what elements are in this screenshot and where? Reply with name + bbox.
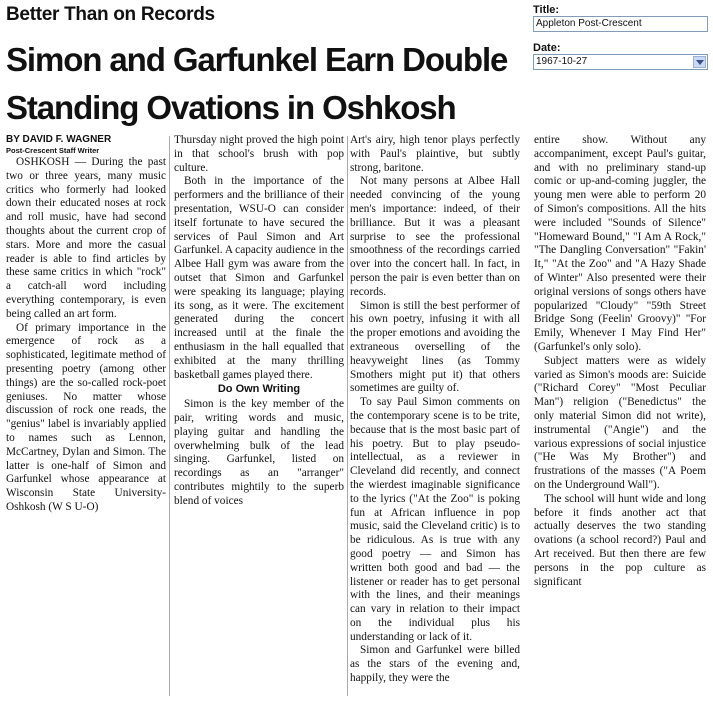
paragraph: Simon and Garfunkel were billed as the stars of the evening and, happily, they were the xyxy=(350,644,520,685)
date-label: Date: xyxy=(533,42,561,54)
date-select[interactable] xyxy=(533,54,708,70)
paragraph: Of primary importance in the emergence of rock as a sophisticated, legitimate method of presenting poetry (among other things) are the so-called rock-poet geniuses. No matter whose discussion of rock one reads, the "genius" label is invariably applied to names such as Lennon, McCartney, Dylan and Simon. The latter is one-half of Simon and Garfunkel whose appearance at Wisconsin State University-Oshkosh (W S U-O) xyxy=(6,321,166,513)
chevron-down-icon[interactable] xyxy=(693,56,706,68)
paragraph: OSHKOSH — During the past two or three years, many music critics who formerly had looked down their educated noses at rock and roll music, have had second thoughts about the current crop of stars. More and more the casual reader is able to find articles by these same critics in which "rock" a catch-all word including everything contemporary, is even being called an art form. xyxy=(6,156,166,320)
paragraph: Both in the importance of the performers and the brilliance of their presentation, WSU-O can consider itself fortunate to have secured the services of Paul Simon and Art Garfunkel. A capacity audience in the Albee Hall gym was aware from the outset that Simon and Garfunkel were speaking its language; playing its song, as it were. The excitement generated during the concert increased until at the finale the enthusiasm in the hall equalled that exhibited at the many thrilling basketball games played there. xyxy=(174,175,345,381)
title-label: Title: xyxy=(533,4,560,16)
article-column-2 xyxy=(174,134,344,509)
main-headline xyxy=(6,36,521,132)
headline-line-2: Standing Ovations in Oshkosh xyxy=(6,89,456,126)
kicker-headline: Better Than on Records xyxy=(6,4,215,25)
paragraph: Simon is still the best performer of his own poetry, infusing it with all the proper emotions and avoiding the extraneous overselling of the heavyweight lines (as Tommy Smothers might put it) that others sometimes are guilty of. xyxy=(350,299,520,395)
byline: BY DAVID F. WAGNER xyxy=(6,134,112,145)
article-column-1 xyxy=(6,134,166,515)
paragraph: Simon is the key member of the pair, writing words and music, playing guitar and handling the overwhelming bulk of the lead singing. Garfunkel, listed on recordings as an "arranger" contributes mightily to the superb blend of voices xyxy=(174,398,344,507)
paragraph: Thursday night proved the high point in that school's brush with pop culture. xyxy=(174,134,344,174)
column-divider xyxy=(347,136,348,696)
article-column-4 xyxy=(534,134,706,589)
date-select-value: 1967-10-27 xyxy=(536,56,588,67)
paragraph: To say Paul Simon comments on the contemporary scene is to be trite, because that is the most basic part of his poetry. But to play pseudo-intellectual, as a reviewer in Cleveland did recently, and connect the wierdest imaginable significance to the lyrics ("At the Zoo" is poking fun at African influence in pop music, said the Cleveland critic) is to be ridiculous. As is true with any good poetry — and Simon has written both good and bad — the listener or reader has to get personal with the lines, and their meanings can vary in relation to their impact on the individual plus his understanding or lack of it. xyxy=(350,396,520,643)
article-column-3 xyxy=(350,134,520,686)
paragraph: Subject matters were as widely varied as Simon's moods are: Suicide ("Richard Corey" "Most Peculiar Man") religion ("Benedictus" the only material Simon did not write), instrumental ("Angie") and the various expressions of social injustice ("He Was My Brother") and frustrations of the masses ("A Poem on the Underground Wall"). xyxy=(534,354,706,491)
paragraph: The school will hunt wide and long before it finds another act that actually deserves the two standing ovations (a school record?) Paul and Art received. But then there are few persons in the pop culture as significant xyxy=(534,492,706,588)
paragraph: Art's airy, high tenor plays perfectly with Paul's plaintive, but subtly strong, baritone. xyxy=(350,134,520,174)
column-divider xyxy=(169,136,170,696)
subheading: Do Own Writing xyxy=(217,383,301,396)
title-input[interactable]: Appleton Post-Crescent xyxy=(533,16,708,32)
byline-credit: Post-Crescent Staff Writer xyxy=(6,146,100,155)
date-field-group xyxy=(533,42,708,70)
headline-line-1: Simon and Garfunkel Earn Double xyxy=(6,41,508,78)
paragraph: Not many persons at Albee Hall needed convincing of the young men's importance: indeed, of their brilliance. But it was a pleasant surprise to see the professional smoothness of the recordings carried over into the concert hall. In fact, in person the pair is even better than on records. xyxy=(350,175,520,298)
paragraph: entire show. Without any accompaniment, except Paul's guitar, and with no preliminary stand-up comic or up-and-coming juggler, the young men were able to perform 20 of Simon's compositions. All the hits were included "Sounds of Silence" "Homeward Bound," "I Am A Rock," "The Dangling Conversation" "Fakin' It," "At the Zoo" and "A Hazy Shade of Winter" Also presented were their original versions of songs others have popularized "Cloudy" "59th Street Bridge Song (Feelin' Groovy)" "For Emily, Whenever I May Find Her" (Garfunkel's only solo). xyxy=(534,134,706,353)
title-field-group xyxy=(533,4,708,32)
